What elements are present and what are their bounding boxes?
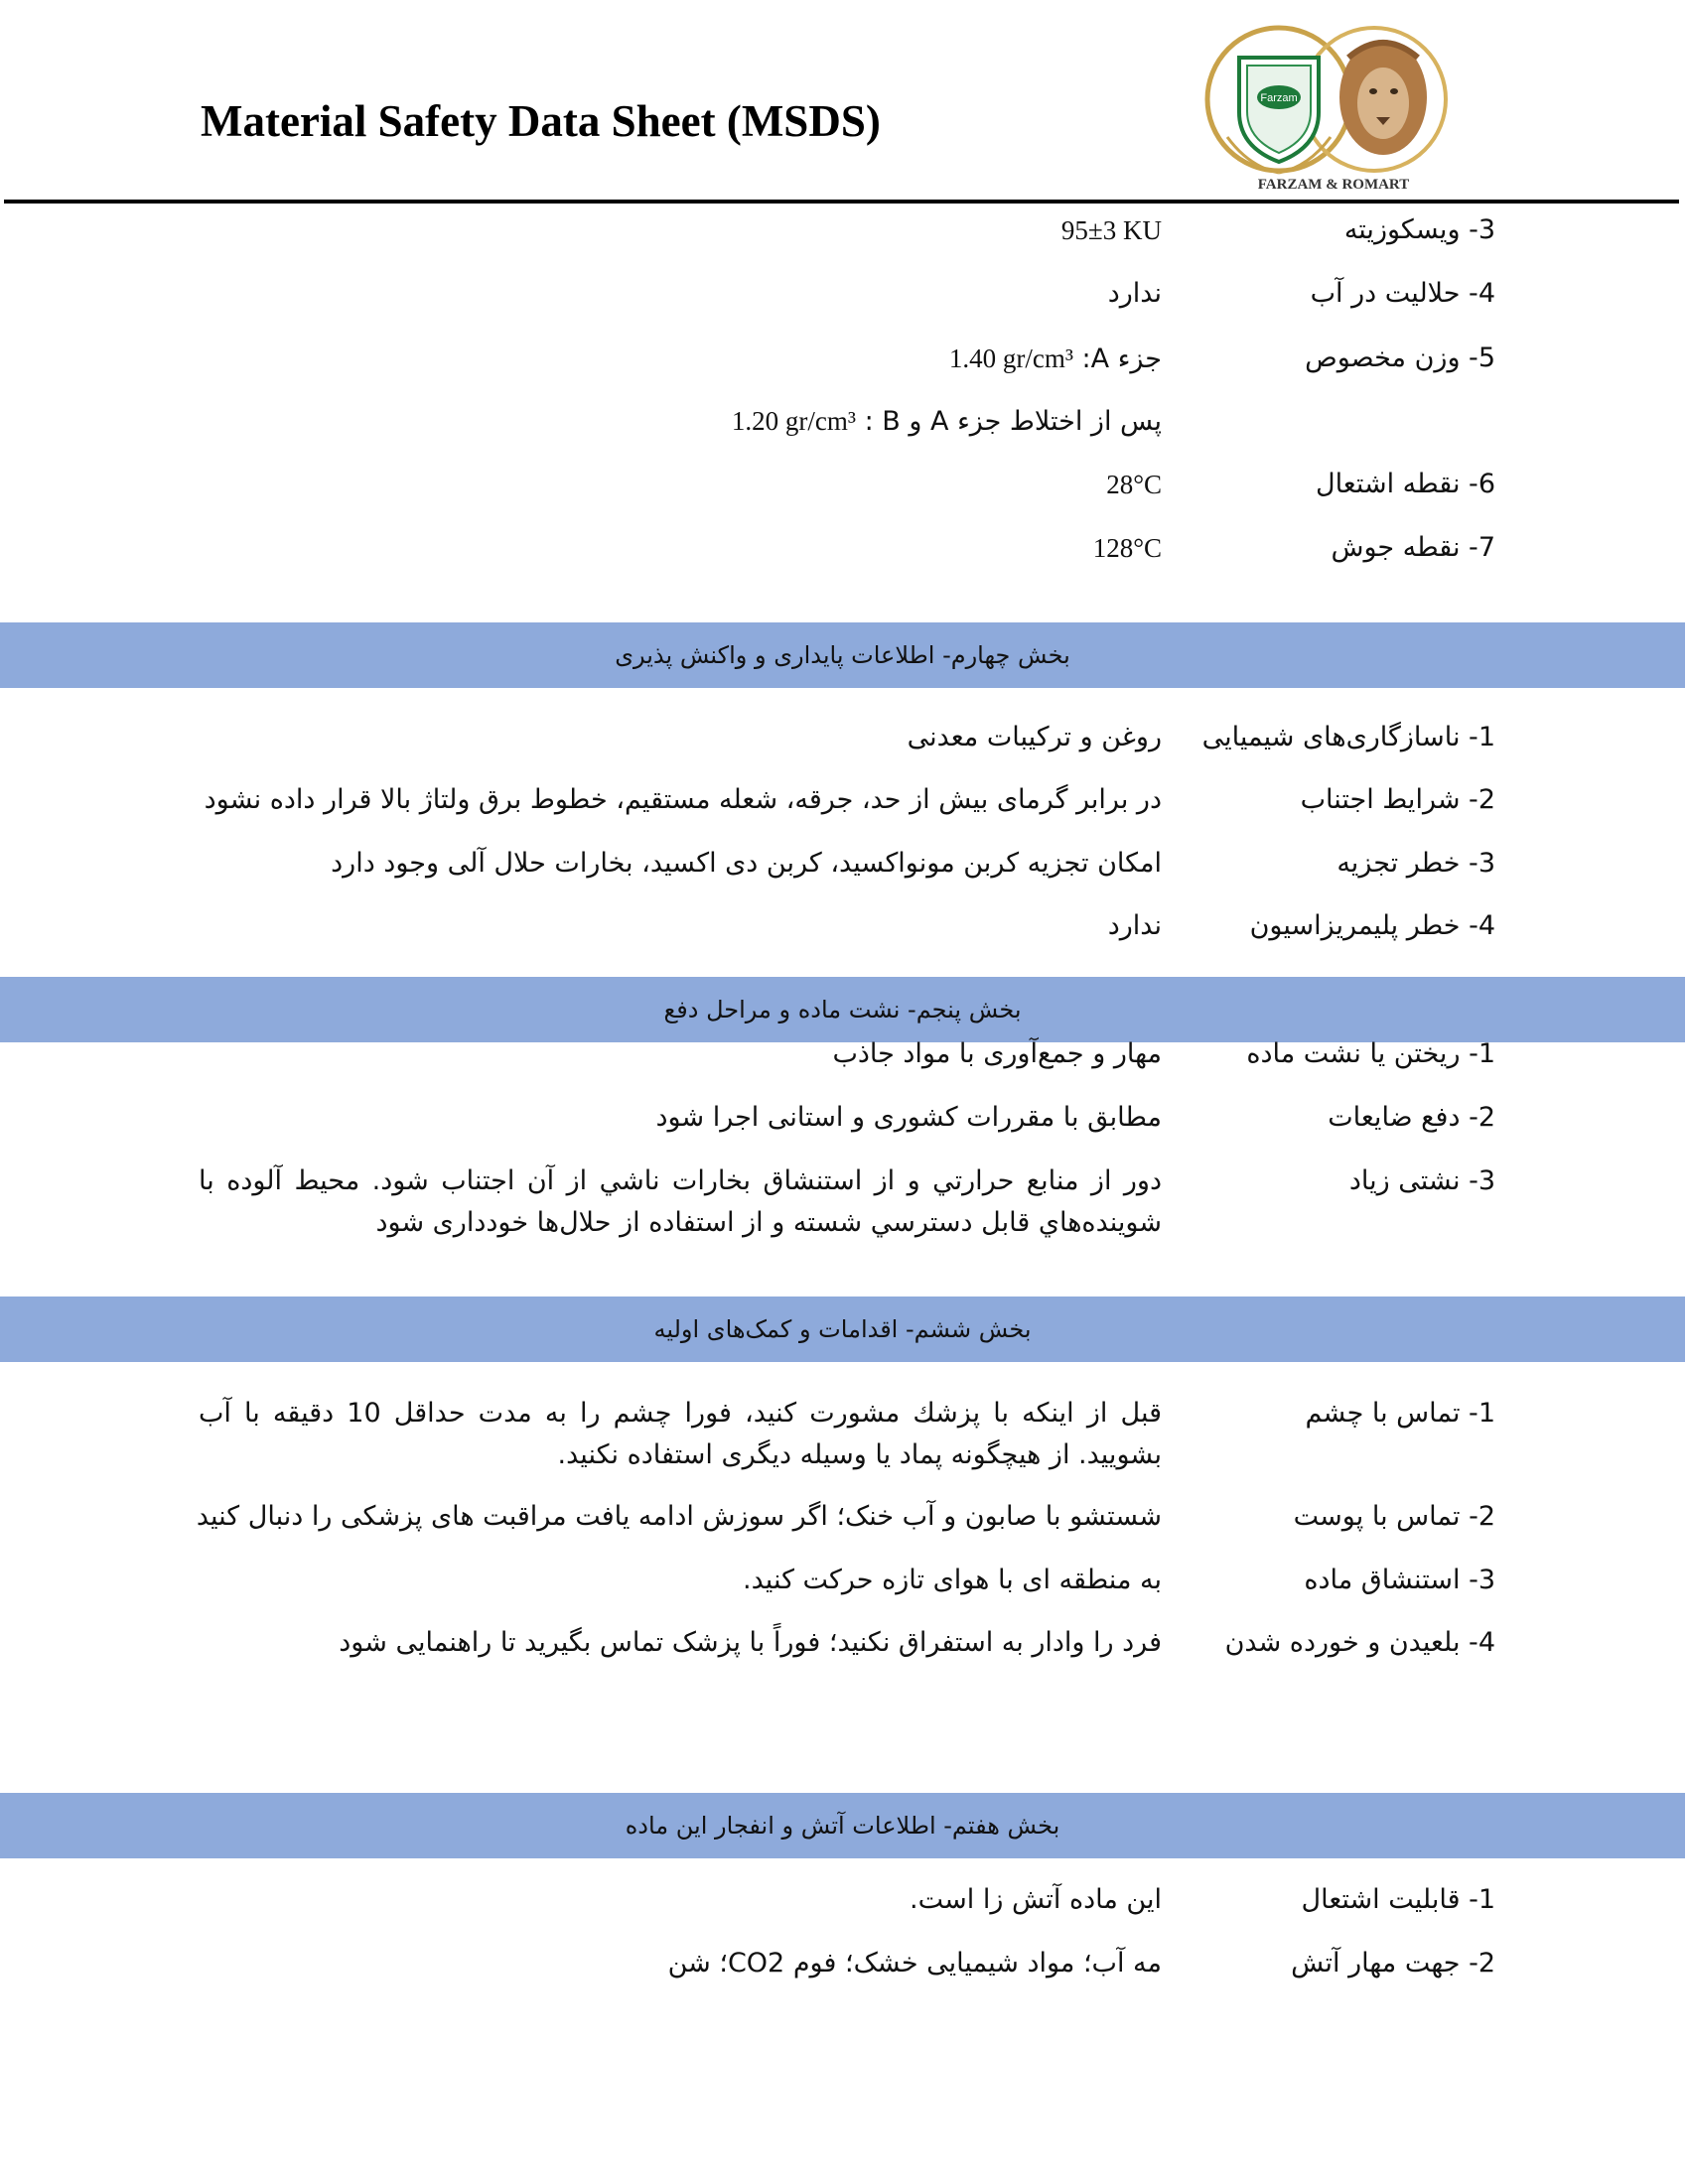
section-4-title: بخش چهارم- اطلاعات پایداری و واکنش پذیری [615, 641, 1070, 669]
value-flammability: این ماده آتش زا است. [910, 1884, 1162, 1915]
label-inhalation: 3- استنشاق ماده [1304, 1565, 1495, 1595]
label-skin-contact: 2- تماس با پوست [1293, 1501, 1495, 1532]
value-conditions-to-avoid: در برابر گرمای بیش از حد، جرقه، شعله مستقیم، خطوط برق ولتاژ بالا قرار داده نشود [204, 784, 1162, 815]
label-specific-gravity: 5- وزن مخصوص [1305, 342, 1495, 373]
section-7-title: بخش هفتم- اطلاعات آتش و انفجار این ماده [625, 1812, 1060, 1840]
section-5-title: بخش پنجم- نشت ماده و مراحل دفع [663, 996, 1022, 1024]
label-viscosity: 3- ویسکوزیته [1343, 214, 1495, 245]
company-logo [1199, 18, 1468, 195]
label-large-leak: 3- نشتی زیاد [1348, 1165, 1495, 1196]
label-polymerization-hazard: 4- خطر پلیمریزاسیون [1249, 910, 1495, 941]
value-viscosity: 95±3 KU [1060, 215, 1162, 245]
label-flammability: 1- قابلیت اشتعال [1301, 1884, 1495, 1915]
value-eye-contact: قبل از اینکه با پزشك مشورت کنید، فورا چشم را به مدت حداقل 10 دقیقه با آب بشویید. از هیچگونه پماد یا وسیله دیگری استفاده نکنید. [199, 1398, 1162, 1470]
section-6-title: بخش ششم- اقدامات و کمک‌های اولیه [653, 1315, 1032, 1343]
label-flash-point: 6- نقطه اشتعال [1315, 469, 1495, 499]
value-large-leak: دور از منابع حرارتي و از استنشاق بخارات ناشي از آن اجتناب شود. محیط آلوده با شوینده‌هاي قابل دسترسي شسته و از استفاده از حلال‌ها خودداری شود [199, 1165, 1162, 1238]
label-conditions-to-avoid: 2- شرایط اجتناب [1300, 784, 1495, 815]
label-spill-leak: 1- ریختن یا نشت ماده [1246, 1038, 1495, 1069]
label-water-solubility: 4- حلالیت در آب [1310, 278, 1495, 309]
document-title: Material Safety Data Sheet (MSDS) [201, 96, 881, 146]
section-4-header [0, 622, 1685, 688]
label-waste-disposal: 2- دفع ضایعات [1328, 1102, 1495, 1133]
svg-text:FARZAM & ROMART: FARZAM & ROMART [1257, 177, 1410, 193]
section-5-header [0, 977, 1685, 1042]
label-boiling-point: 7- نقطه جوش [1331, 532, 1495, 563]
value-specific-gravity-a: جزء A: 1.40 gr/cm³ [948, 343, 1162, 374]
value-decomposition-hazard: امکان تجزیه کربن مونواکسید، کربن دی اکسید، بخارات حلال آلی وجود دارد [331, 848, 1162, 879]
value-polymerization-hazard: ندارد [1107, 910, 1162, 941]
value-chemical-incompatibility: روغن و ترکیبات معدنی [907, 722, 1162, 752]
value-waste-disposal: مطابق با مقررات کشوری و استانی اجرا شود [655, 1102, 1162, 1133]
section-6-header [0, 1297, 1685, 1362]
section-7-header [0, 1793, 1685, 1858]
value-skin-contact: شستشو با صابون و آب خنک؛ اگر سوزش ادامه یافت مراقبت های پزشکی را دنبال کنید [196, 1501, 1162, 1532]
value-inhalation: به منطقه ای با هوای تازه حرکت کنید. [743, 1565, 1162, 1595]
label-fire-extinguishing: 2- جهت مهار آتش [1291, 1948, 1495, 1979]
value-flash-point: 28°C [1106, 470, 1162, 499]
value-fire-extinguishing: مه آب؛ مواد شیمیایی خشک؛ فوم CO2؛ شن [667, 1948, 1162, 1979]
label-eye-contact: 1- تماس با چشم [1305, 1398, 1495, 1429]
value-water-solubility: ندارد [1107, 278, 1162, 309]
label-decomposition-hazard: 3- خطر تجزیه [1336, 848, 1495, 879]
value-ingestion: فرد را وادار به استفراق نکنید؛ فوراً با پزشک تماس بگیرید تا راهنمایی شود [339, 1627, 1162, 1658]
value-specific-gravity-mix: پس از اختلاط جزء A و B : 1.20 gr/cm³ [731, 406, 1162, 437]
header-divider [4, 200, 1679, 204]
value-spill-leak: مهار و جمع‌آوری با مواد جاذب [832, 1038, 1162, 1069]
svg-text:Farzam: Farzam [1260, 92, 1298, 104]
value-boiling-point: 128°C [1092, 533, 1162, 563]
label-chemical-incompatibility: 1- ناسازگاری‌های شیمیایی [1201, 722, 1495, 752]
label-ingestion: 4- بلعیدن و خورده شدن [1224, 1627, 1495, 1658]
